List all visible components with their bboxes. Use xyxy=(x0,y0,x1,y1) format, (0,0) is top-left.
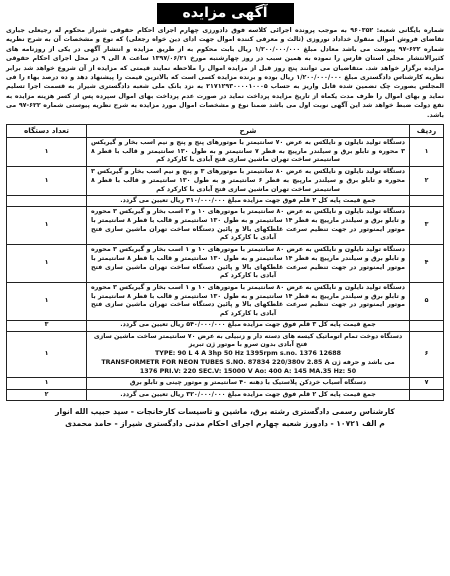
row-number: ۳ xyxy=(410,207,444,245)
row-number: ۶ xyxy=(410,331,444,378)
column-header-row-number: ردیف xyxy=(410,125,444,138)
subtotal-price: جمع قیمت پایه کل ۲ قلم فوق جهت مزایده مبلغ ۳۲۰/۰۰۰/۰۰۰ ریال تعیین می گردد. xyxy=(87,389,410,400)
notice-body: شماره بایگانی شعبه: ۹۶۰۳۵۲ به موجب پرونده اجرائی کلاسه فوق دادورزی چهارم اجرای احکام حقوقی شیراز محکوم له رجیعلی جباری تقاضای فروش اموال منقول خداداد نوروزی (ثالث و معرفی کننده اموال جهت ادای دین خواه رجعلی) که نوع و مشخصات آن به شرح نظریه شماره ۶۲۲-۹۷ پیوست می باشد معادل مبلغ ۱/۲۰۰/۰۰۰/۰۰۰ ریال بابت محکوم به از طریق مزایده و انتشار آگهی در یکی از روزنامه های کثیرالانتشار محلی استان فارس را نموده به همین سبب در روز چهارشنبه مورخ ۱۳۹۷/۰۶/۲۱ ساعت ۸ الی ۹ در محل اجرای احکام حقوقی مزایده برگزار خواهد شد. متقاضیان می توانند پنج روز قبل از مزایده اموال را ملاحظه نمایند قیمتی که مزایده از آن شروع خواهد شد برابر نظریه کارشناس دادگستری مبلغ ۱/۲۰۰/۰۰۰/۰۰۰ ریال بوده و برنده مزایده کسی است که بالاترین قیمت را پیشنهاد دهد و ده درصد بهاء را فی المجلس بصورت چک تضمین شده قابل واریز به حساب ۲۱۷۱۲۹۳۰۰۰۰۱۰۰۰۵ به نزد بانک ملی شعبه دادگستری شیراز به قسمت اجرا تسلیم نماید و بهای اموال را ظرف مدت یکماه از تاریخ مزایده پرداخت نماید در صورت عدم پرداخت بهای اموال سپرده پس از کسر هزینه مزایده به نفع دولت ضبط خواهد شد این آگهی نوبت اول می باشد ضمنا نوع و مشخصات اموال مورد مزایده به شرح نظریه پیوستی شماره ۶۲۲-۹۷ می باشد. xyxy=(6,27,444,119)
subtotal-row xyxy=(7,389,444,400)
row-count: ۱ xyxy=(7,207,87,245)
row-number: ۵ xyxy=(410,282,444,320)
spec-description-fa: دستگاه دوخت تمام اتوماتیک کیسه های دسته دار و زنبیلی به عرض ۷۰ سانتیمتر ساخت ماشین سازی فتح آبادی بدون سرو با موتور ژن تبریز xyxy=(93,332,403,349)
subtotal-row xyxy=(7,320,444,331)
row-count: ۱ xyxy=(7,245,87,283)
table-header-row xyxy=(7,125,444,138)
column-header-count: تعداد دستگاه xyxy=(7,125,87,138)
expert-signature: کارشناس رسمی دادگستری رشته برق، ماشین و تاسیسات کارخانجات - سید حبیب الله انوار xyxy=(55,406,395,416)
row-number: ۷ xyxy=(410,378,444,390)
row-number: ۱ xyxy=(410,138,444,167)
spec-inline-fa: می باشد و حرفه ژن xyxy=(331,358,395,366)
officer-signature: م الف ۱۰۷۲۱ - دادورز شعبه چهارم اجرای احکام مدنی دادگستری شیراز - حامد محمدی xyxy=(65,418,385,428)
spec-line: 1376 PRI.V: 220 SEC.V: 15000 V Ao: 400 A: 145 MA.35 Hz: 50 xyxy=(139,367,357,375)
table-row xyxy=(7,138,444,167)
title-box xyxy=(6,3,444,24)
items-table xyxy=(6,124,444,401)
row-description: دستگاه تولید نایلون و نایلکس به عرض ۸۰ سانتیمتر با موتورهای ۱۰ و ۲ اسب بخار و گیربکس ۳ محوره و تابلو برق و سیلندر مارپیچ به قطر ۱۴ سانتیمتر و به طول ۱۳۰ سانتیمتر و قالب با قطر ۸ سانتیمتر با موتور ایمنوتور در جهت تنظیم سرعت غلطکهای بالا و پائین دستگاه ساخت تهران ماشین سازی فتح آبادی با کارکرد کم xyxy=(87,207,410,245)
row-description: دستگاه تولید نایلون و نایلکس به عرض ۷۰ سانتیمتر با موتورهای پنج و پنج و نیم اسب بخار و گیربکس ۳ محوره و تابلو برق و سیلندر مارپیچ به قطر ۷ سانتیمتر و به طول ۱۳۰ سانتیمتر و قالب با قطر ۸ سانتیمتر ساخت تهران ماشین سازی فتح آبادی با کارکرد کم xyxy=(87,138,410,167)
table-row xyxy=(7,167,444,196)
table-row xyxy=(7,245,444,283)
row-count: ۱ xyxy=(7,282,87,320)
row-description-specs xyxy=(87,331,410,378)
row-count: ۳ xyxy=(7,320,87,331)
subtotal-price: جمع قیمت پایه کل ۳ قلم فوق جهت مزایده مبلغ ۵۴۰/۰۰۰/۰۰۰ ریال تعیین می گردد. xyxy=(87,320,410,331)
spec-line-wrapper xyxy=(91,359,405,368)
table-row xyxy=(7,331,444,378)
table-row xyxy=(7,282,444,320)
row-description: دستگاه تولید نایلون و نایلکس به عرض ۸۰ سانتیمتر با موتورهای ۳ و پنج و نیم اسب بخار و گیربکس ۳ محوره و تابلو برق و سیلندر مارپیچ به قطر ۶ سانتیمتر و به طول ۱۳۰ سانتیمتر و قالب با قطر ۸ سانتیمتر ساخت تهران ماشین سازی فتح آبادی با کارکرد کم xyxy=(87,167,410,196)
row-count: ۱ xyxy=(7,378,87,390)
row-description: دستگاه آسیاب خردکن پلاستیک با دهنه ۴۰ سانتیمتر و موتور چینی و تابلو برق xyxy=(87,378,410,390)
spec-line: TYPE: 90 L 4 A 3hp 50 Hz 1395rpm s.no. 1376 12688 xyxy=(155,350,341,358)
subtotal-price: جمع قیمت پایه کل ۲ قلم فوق جهت مزایده مبلغ ۳۱۰/۰۰۰/۰۰۰ ریال تعیین می گردد. xyxy=(87,196,410,207)
column-header-description: شرح xyxy=(87,125,410,138)
row-number-empty xyxy=(410,196,444,207)
signature-block xyxy=(6,406,444,430)
table-row xyxy=(7,378,444,390)
row-number-empty xyxy=(410,320,444,331)
page-title: آگهی مزایده xyxy=(157,3,294,24)
spec-line: TRANSFORMETR FOR NEON TUBES S.NO. 87834 220/380v 2.85 A xyxy=(101,358,330,366)
row-number: ۲ xyxy=(410,167,444,196)
row-description: دستگاه تولید نایلون و نایلکس به عرض ۸۰ سانتیمتر با موتورهای ۱۰ و ۱ اسب بخار و گیربکس ۳ محوره و تابلو برق و سیلندر مارپیچ به قطر ۱۴ سانتیمتر و به طول ۱۳۰ سانتیمتر و قالب با قطر ۸ سانتیمتر با موتور ایمنوتور در جهت تنظیم سرعت غلطکهای بالا و پائین دستگاه ساخت تهران ماشین سازی فتح آبادی با کارکرد کم xyxy=(87,245,410,283)
row-number-empty xyxy=(410,389,444,400)
row-number: ۴ xyxy=(410,245,444,283)
subtotal-row xyxy=(7,196,444,207)
row-description: دستگاه تولید نایلون و نایلکس به عرض ۸۰ سانتیمتر با موتورهای ۱۰ و ۱ اسب بخار و گیربکس ۳ محوره و تابلو برق و سیلندر مارپیچ به قطر ۱۴ سانتیمتر و به طول ۱۳۰ سانتیمتر و قالب با قطر ۸ سانتیمتر با موتور ایمنوتور در جهت تنظیم سرعت غلطکهای بالا و پائین دستگاه ساخت تهران ماشین سازی فتح آبادی با کارکرد کم xyxy=(87,282,410,320)
row-count-empty xyxy=(7,196,87,207)
table-row xyxy=(7,207,444,245)
row-count: ۱ xyxy=(7,138,87,167)
row-count: ۲ xyxy=(7,389,87,400)
row-count: ۱ xyxy=(7,331,87,378)
row-count: ۱ xyxy=(7,167,87,196)
